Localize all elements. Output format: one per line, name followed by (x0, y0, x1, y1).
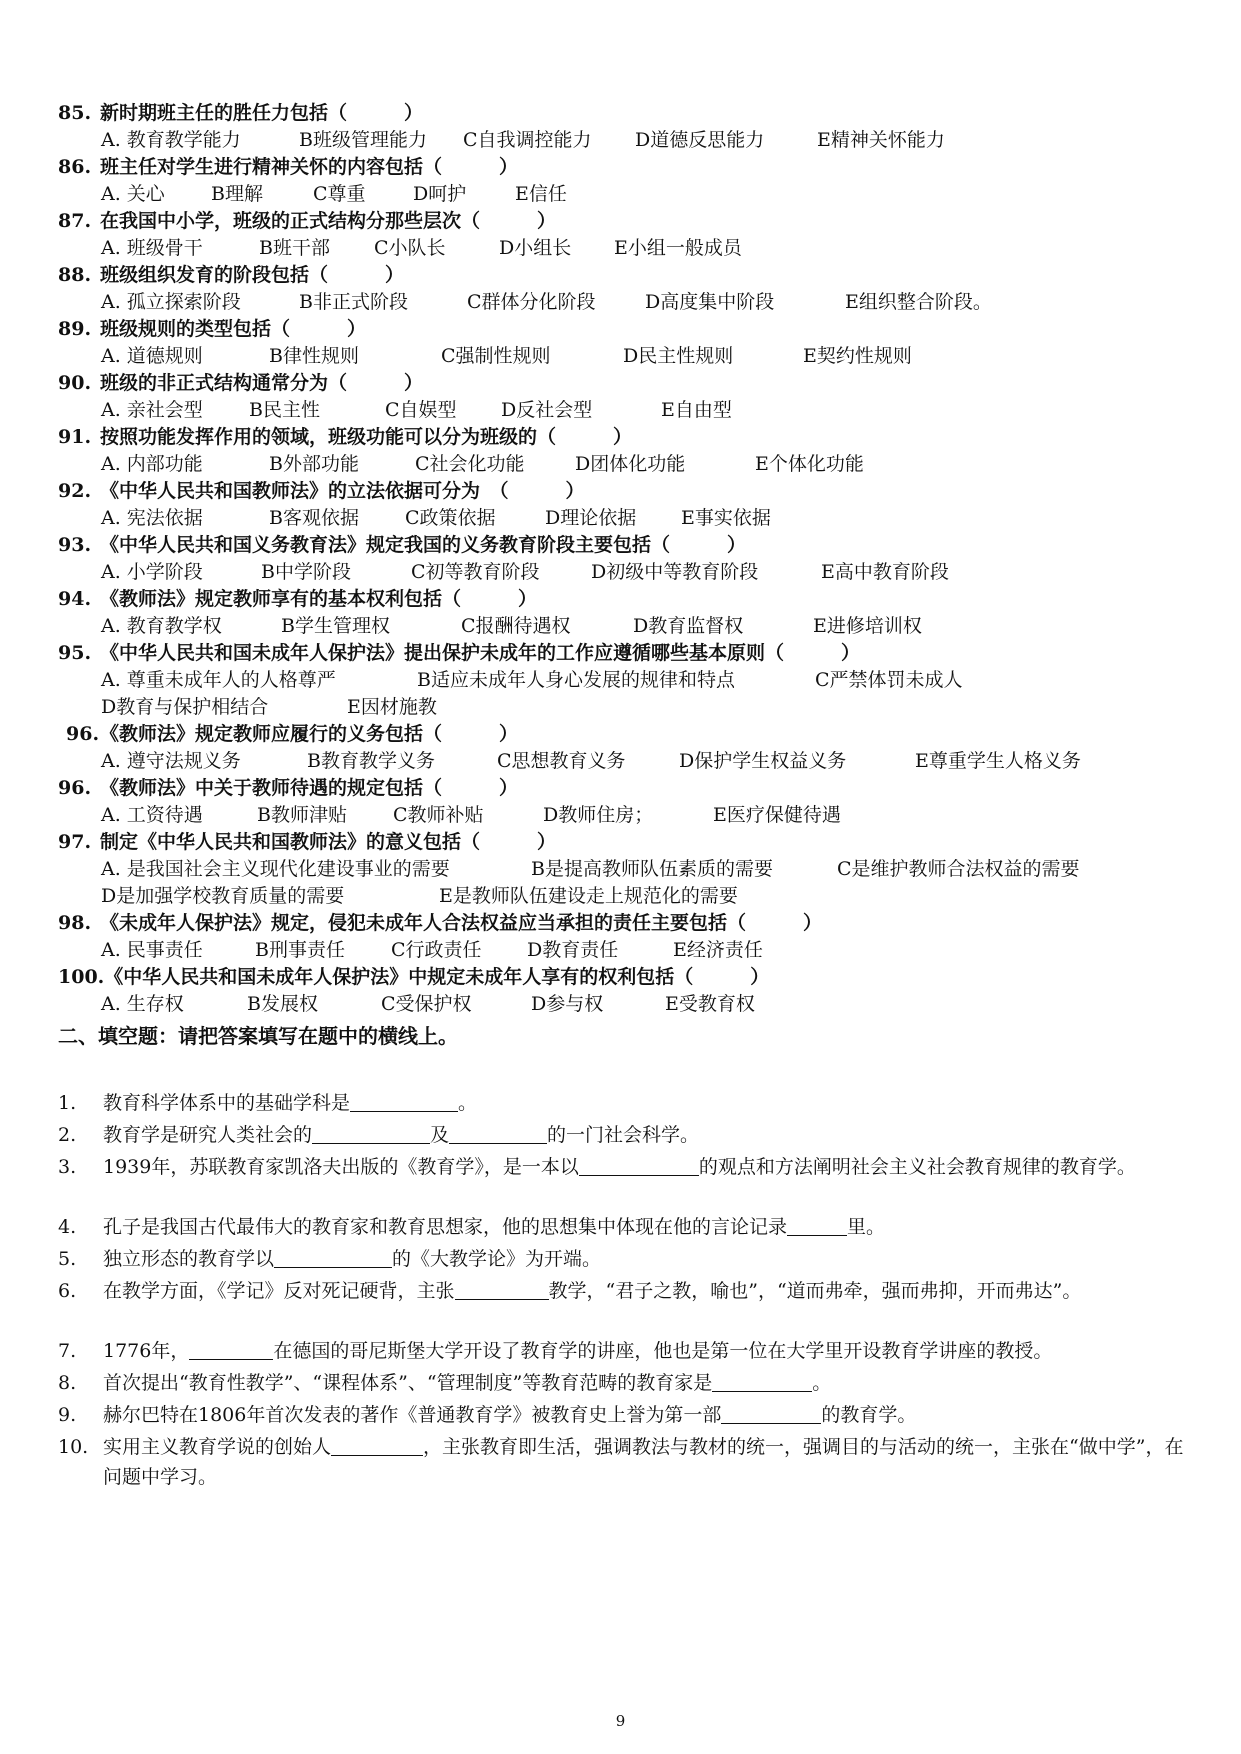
answer-blank[interactable] (712, 1371, 812, 1392)
mc-question-stem: 88. 班级组织发育的阶段包括（ ） (58, 264, 405, 286)
mc-options: A. 工资待遇 B教师津贴 C教师补贴 D教师住房； E医疗保健待遇 (101, 804, 841, 826)
mc-options: A. 遵守法规义务 B教育教学义务 C思想教育义务 D保护学生权益义务 E尊重学生人格义务 (101, 750, 1081, 772)
fill-question: 3. 1939年，苏联教育家凯洛夫出版的《教育学》，是一本以 的观点和方法阐明社会主义社会教育规律的教育学。 (58, 1156, 1136, 1178)
mc-question-stem: 92. 《中华人民共和国教师法》的立法依据可分为 （ ） (58, 480, 585, 502)
mc-options: A. 关心 B理解 C尊重 D呵护 E信任 (101, 183, 567, 205)
mc-options: A. 生存权 B发展权 C受保护权 D参与权 E受教育权 (101, 993, 755, 1015)
mc-question-stem: 97. 制定《中华人民共和国教师法》的意义包括（ ） (58, 831, 557, 853)
mc-question-stem: 89. 班级规则的类型包括（ ） (58, 318, 367, 340)
answer-blank[interactable] (189, 1339, 273, 1360)
fill-question: 6. 在教学方面，《学记》反对死记硬背，主张 教学，“君子之教，喻也”，“道而弗牵，强而弗抑，开而弗达”。 (58, 1280, 1082, 1302)
mc-question-stem: 90. 班级的非正式结构通常分为（ ） (58, 372, 424, 394)
answer-blank[interactable] (579, 1155, 699, 1176)
fill-question: 4. 孔子是我国古代最伟大的教育家和教育思想家，他的思想集中体现在他的言论记录 里。 (58, 1216, 886, 1238)
mc-question-stem: 96.《教师法》规定教师应履行的义务包括（ ） (66, 723, 519, 745)
fill-question: 2. 教育学是研究人类社会的 及 的一门社会科学。 (58, 1124, 700, 1146)
section-heading: 二、填空题：请把答案填写在题中的横线上。 (58, 1024, 458, 1048)
page-number: 9 (615, 1712, 626, 1730)
mc-options: A. 亲社会型 B民主性 C自娱型 D反社会型 E自由型 (101, 399, 732, 421)
fill-question: 9. 赫尔巴特在1806年首次发表的著作《普通教育学》被教育史上誉为第一部 的教育学。 (58, 1404, 917, 1426)
mc-options: D教育与保护相结合 E因材施教 (101, 696, 437, 718)
fill-question: 5. 独立形态的教育学以 的《大教学论》为开端。 (58, 1248, 602, 1270)
mc-options: A. 道德规则 B律性规则 C强制性规则 D民主性规则 E契约性规则 (101, 345, 912, 367)
fill-question: 7. 1776年， 在德国的哥尼斯堡大学开设了教育学的讲座，他也是第一位在大学里开设教育学讲座的教授。 (58, 1340, 1053, 1362)
mc-question-stem: 98. 《未成年人保护法》规定，侵犯未成年人合法权益应当承担的责任主要包括（ ） (58, 912, 823, 934)
mc-question-stem: 91. 按照功能发挥作用的领域，班级功能可以分为班级的（ ） (58, 426, 633, 448)
answer-blank[interactable] (350, 1091, 458, 1112)
answer-blank[interactable] (274, 1247, 392, 1268)
mc-options: A. 民事责任 B刑事责任 C行政责任 D教育责任 E经济责任 (101, 939, 763, 961)
answer-blank[interactable] (455, 1279, 549, 1300)
mc-options: A. 教育教学权 B学生管理权 C报酬待遇权 D教育监督权 E进修培训权 (101, 615, 922, 637)
mc-question-stem: 86. 班主任对学生进行精神关怀的内容包括（ ） (58, 156, 519, 178)
answer-blank[interactable] (331, 1435, 423, 1456)
mc-question-stem: 100.《中华人民共和国未成年人保护法》中规定未成年人享有的权利包括（ ） (58, 966, 770, 988)
mc-options: A. 小学阶段 B中学阶段 C初等教育阶段 D初级中等教育阶段 E高中教育阶段 (101, 561, 949, 583)
mc-question-stem: 87. 在我国中小学，班级的正式结构分那些层次（ ） (58, 210, 557, 232)
mc-options: A. 宪法依据 B客观依据 C政策依据 D理论依据 E事实依据 (101, 507, 771, 529)
mc-question-stem: 85. 新时期班主任的胜任力包括（ ） (58, 102, 424, 124)
answer-blank[interactable] (449, 1123, 547, 1144)
mc-question-stem: 96. 《教师法》中关于教师待遇的规定包括（ ） (58, 777, 519, 799)
answer-blank[interactable] (787, 1215, 847, 1236)
fill-question: 8. 首次提出“教育性教学”、“课程体系”、“管理制度”等教育范畴的教育家是 。 (58, 1372, 832, 1394)
fill-question: 10. 实用主义教育学说的创始人 ，主张教育即生活，强调教法与教材的统一，强调目的与活动的统一，主张在“做中学”，在问题中学习。 (58, 1436, 1184, 1488)
mc-options: A. 尊重未成年人的人格尊严 B适应未成年人身心发展的规律和特点 C严禁体罚未成人 (101, 669, 963, 691)
mc-question-stem: 95. 《中华人民共和国未成年人保护法》提出保护未成年的工作应遵循哪些基本原则（ ） (58, 642, 861, 664)
mc-options: A. 班级骨干 B班干部 C小队长 D小组长 E小组一般成员 (101, 237, 742, 259)
answer-blank[interactable] (721, 1403, 821, 1424)
mc-options: A. 是我国社会主义现代化建设事业的需要 B是提高教师队伍素质的需要 C是维护教师合法权益的需要 (101, 858, 1080, 880)
mc-options: A. 教育教学能力 B班级管理能力 C自我调控能力 D道德反思能力 E精神关怀能力 (101, 129, 945, 151)
mc-question-stem: 94. 《教师法》规定教师享有的基本权利包括（ ） (58, 588, 538, 610)
answer-blank[interactable] (312, 1123, 430, 1144)
mc-options: D是加强学校教育质量的需要 E是教师队伍建设走上规范化的需要 (101, 885, 738, 907)
mc-options: A. 孤立探索阶段 B非正式阶段 C群体分化阶段 D高度集中阶段 E组织整合阶段。 (101, 291, 992, 313)
mc-options: A. 内部功能 B外部功能 C社会化功能 D团体化功能 E个体化功能 (101, 453, 864, 475)
mc-question-stem: 93. 《中华人民共和国义务教育法》规定我国的义务教育阶段主要包括（ ） (58, 534, 747, 556)
fill-question: 1. 教育科学体系中的基础学科是 。 (58, 1092, 478, 1114)
